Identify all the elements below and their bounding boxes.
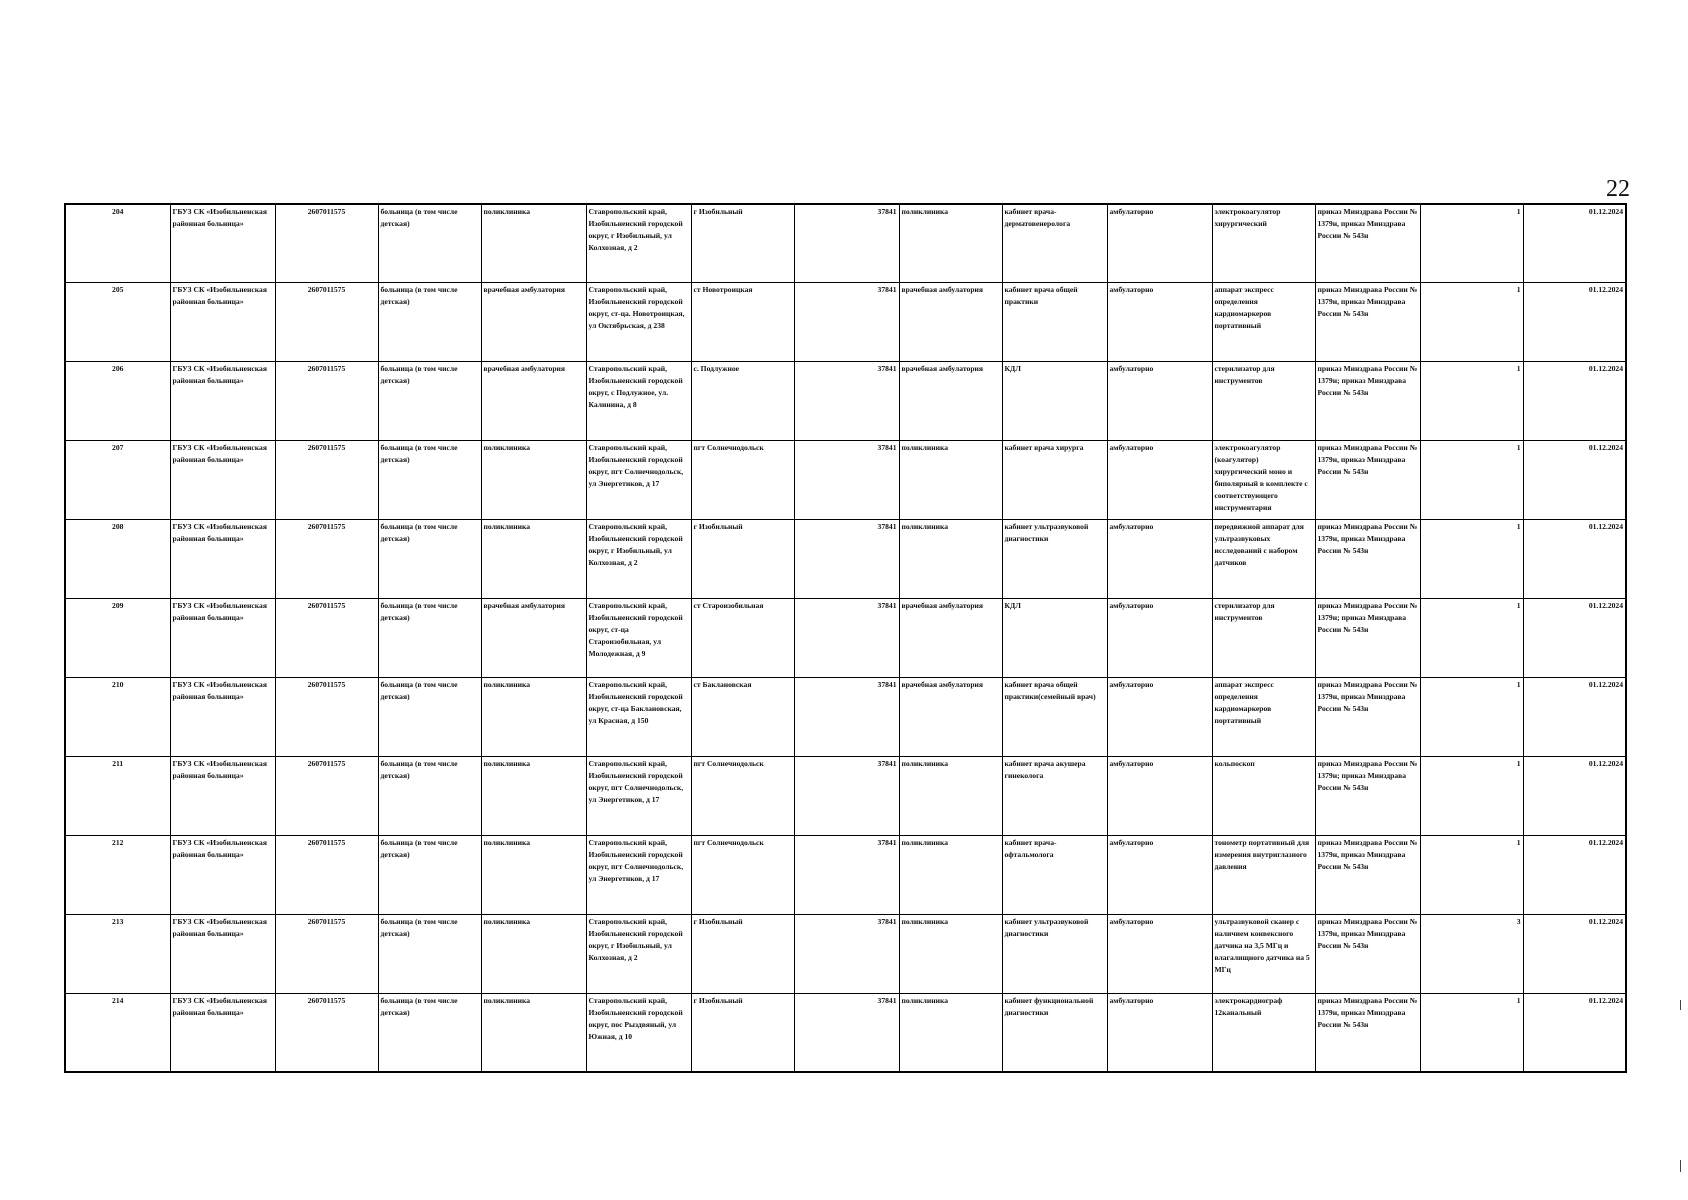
equipment-table xyxy=(64,203,1627,1073)
cell-equipment: передвижной аппарат для ультразвуковых исследований с набором датчиков xyxy=(1212,520,1315,599)
cell-type: больница (в том числе детская) xyxy=(378,914,481,993)
cell-order: приказ Минздрава России № 1379н; приказ Минздрава России № 543н xyxy=(1315,756,1420,835)
cell-code: 37841 xyxy=(794,756,899,835)
cell-equipment: электрокоагулятор (коагулятор) хирургический моно и биполярный в комплекте с соответствующего инструментария xyxy=(1212,441,1315,520)
cell-code: 37841 xyxy=(794,677,899,756)
cell-subdivision: поликлиника xyxy=(481,835,586,914)
cell-inn: 2607011575 xyxy=(275,835,378,914)
cell-num: 204 xyxy=(65,204,170,283)
cell-address: Ставропольский край, Изобильненский городской округ, г Изобильный, ул Колхозная, д 2 xyxy=(586,914,691,993)
cell-qty: 3 xyxy=(1420,914,1523,993)
cell-subdivision: поликлиника xyxy=(481,520,586,599)
cell-cabinet: КДЛ xyxy=(1002,362,1107,441)
cell-subdivision: врачебная амбулатория xyxy=(481,362,586,441)
cell-locality: ст Новотроицкая xyxy=(691,283,794,362)
cell-address: Ставропольский край, Изобильненский городской округ, г Изобильный, ул Колхозная, д 2 xyxy=(586,204,691,283)
cell-qty: 1 xyxy=(1420,677,1523,756)
margin-mark xyxy=(1680,1000,1681,1010)
cell-order: приказ Минздрава России № 1379н, приказ Минздрава России № 543н xyxy=(1315,835,1420,914)
table-row xyxy=(65,520,1626,599)
cell-locality: ст Староизобильная xyxy=(691,599,794,678)
cell-unit: врачебная амбулатория xyxy=(899,677,1002,756)
cell-code: 37841 xyxy=(794,441,899,520)
cell-code: 37841 xyxy=(794,520,899,599)
cell-locality: пгт Солнечнодольск xyxy=(691,756,794,835)
cell-subdivision: поликлиника xyxy=(481,993,586,1072)
cell-subdivision: поликлиника xyxy=(481,914,586,993)
cell-order: приказ Минздрава России № 1379н, приказ Минздрава России № 543н xyxy=(1315,441,1420,520)
cell-locality: г Изобильный xyxy=(691,520,794,599)
cell-inn: 2607011575 xyxy=(275,204,378,283)
cell-address: Ставропольский край, Изобильненский городской округ, ст-ца Баклановская, ул Красная, д 150 xyxy=(586,677,691,756)
cell-num: 210 xyxy=(65,677,170,756)
cell-locality: г Изобильный xyxy=(691,204,794,283)
cell-locality: г Изобильный xyxy=(691,993,794,1072)
cell-type: больница (в том числе детская) xyxy=(378,756,481,835)
cell-type: больница (в том числе детская) xyxy=(378,362,481,441)
cell-equipment: электрокоагулятор хирургический xyxy=(1212,204,1315,283)
cell-subdivision: поликлиника xyxy=(481,756,586,835)
cell-subdivision: врачебная амбулатория xyxy=(481,599,586,678)
cell-unit: поликлиника xyxy=(899,441,1002,520)
cell-conditions: амбулаторно xyxy=(1107,599,1212,678)
cell-type: больница (в том числе детская) xyxy=(378,520,481,599)
table-row xyxy=(65,362,1626,441)
cell-cabinet: кабинет врача хирурга xyxy=(1002,441,1107,520)
cell-num: 213 xyxy=(65,914,170,993)
cell-address: Ставропольский край, Изобильненский городской округ, пгт Солнечнодольск, ул Энергетиков, д 17 xyxy=(586,441,691,520)
cell-unit: врачебная амбулатория xyxy=(899,283,1002,362)
cell-unit: поликлиника xyxy=(899,204,1002,283)
cell-conditions: амбулаторно xyxy=(1107,441,1212,520)
cell-equipment: стерилизатор для инструментов xyxy=(1212,362,1315,441)
cell-locality: ст Баклановская xyxy=(691,677,794,756)
cell-qty: 1 xyxy=(1420,835,1523,914)
cell-unit: поликлиника xyxy=(899,993,1002,1072)
cell-order: приказ Минздрава России № 1379н; приказ Минздрава России № 543н xyxy=(1315,599,1420,678)
cell-equipment: аппарат экспресс определения кардиомаркеров портативный xyxy=(1212,677,1315,756)
margin-mark xyxy=(1680,1160,1681,1172)
cell-subdivision: поликлиника xyxy=(481,204,586,283)
cell-cabinet: кабинет ультразвуковой диагностики xyxy=(1002,914,1107,993)
cell-order: приказ Минздрава России № 1379н; приказ Минздрава России № 543н xyxy=(1315,362,1420,441)
cell-type: больница (в том числе детская) xyxy=(378,283,481,362)
cell-code: 37841 xyxy=(794,993,899,1072)
table-row xyxy=(65,441,1626,520)
table-row xyxy=(65,835,1626,914)
cell-type: больница (в том числе детская) xyxy=(378,204,481,283)
cell-unit: врачебная амбулатория xyxy=(899,599,1002,678)
page-number: 22 xyxy=(1606,176,1630,202)
cell-type: больница (в том числе детская) xyxy=(378,599,481,678)
cell-address: Ставропольский край, Изобильненский городской округ, г Изобильный, ул Колхозная, д 2 xyxy=(586,520,691,599)
cell-inn: 2607011575 xyxy=(275,362,378,441)
cell-org: ГБУЗ СК «Изобильненская районная больница» xyxy=(170,204,275,283)
cell-conditions: амбулаторно xyxy=(1107,204,1212,283)
cell-conditions: амбулаторно xyxy=(1107,835,1212,914)
cell-date: 01.12.2024 xyxy=(1523,993,1626,1072)
cell-inn: 2607011575 xyxy=(275,756,378,835)
cell-date: 01.12.2024 xyxy=(1523,677,1626,756)
cell-code: 37841 xyxy=(794,835,899,914)
cell-order: приказ Минздрава России № 1379н, приказ Минздрава России № 543н xyxy=(1315,993,1420,1072)
cell-unit: врачебная амбулатория xyxy=(899,362,1002,441)
cell-date: 01.12.2024 xyxy=(1523,756,1626,835)
cell-org: ГБУЗ СК «Изобильненская районная больница» xyxy=(170,835,275,914)
cell-date: 01.12.2024 xyxy=(1523,283,1626,362)
cell-unit: поликлиника xyxy=(899,520,1002,599)
cell-order: приказ Минздрава России № 1379н, приказ Минздрава России № 543н xyxy=(1315,204,1420,283)
cell-cabinet: кабинет врача-дерматовенеролога xyxy=(1002,204,1107,283)
cell-num: 211 xyxy=(65,756,170,835)
cell-order: приказ Минздрава России № 1379н, приказ Минздрава России № 543н xyxy=(1315,520,1420,599)
cell-order: приказ Минздрава России № 1379н, приказ Минздрава России № 543н xyxy=(1315,914,1420,993)
cell-order: приказ Минздрава России № 1379н, приказ Минздрава России № 543н xyxy=(1315,677,1420,756)
cell-inn: 2607011575 xyxy=(275,441,378,520)
cell-type: больница (в том числе детская) xyxy=(378,835,481,914)
table-body xyxy=(65,204,1626,1072)
cell-cabinet: кабинет врача общей практики(семейный врач) xyxy=(1002,677,1107,756)
cell-qty: 1 xyxy=(1420,283,1523,362)
cell-org: ГБУЗ СК «Изобильненская районная больница» xyxy=(170,283,275,362)
cell-type: больница (в том числе детская) xyxy=(378,677,481,756)
cell-order: приказ Минздрава России № 1379н, приказ Минздрава России № 543н xyxy=(1315,283,1420,362)
cell-conditions: амбулаторно xyxy=(1107,283,1212,362)
cell-inn: 2607011575 xyxy=(275,520,378,599)
cell-equipment: аппарат экспресс определения кардиомаркеров портативный xyxy=(1212,283,1315,362)
cell-conditions: амбулаторно xyxy=(1107,362,1212,441)
cell-org: ГБУЗ СК «Изобильненская районная больница» xyxy=(170,756,275,835)
cell-num: 205 xyxy=(65,283,170,362)
cell-conditions: амбулаторно xyxy=(1107,993,1212,1072)
cell-address: Ставропольский край, Изобильненский городской округ, пгт Солнечнодольск, ул Энергетиков, д 17 xyxy=(586,756,691,835)
cell-num: 214 xyxy=(65,993,170,1072)
cell-address: Ставропольский край, Изобильненский городской округ, ст-ца Староизобильная, ул Молодежная, д 9 xyxy=(586,599,691,678)
cell-qty: 1 xyxy=(1420,441,1523,520)
cell-date: 01.12.2024 xyxy=(1523,914,1626,993)
cell-inn: 2607011575 xyxy=(275,914,378,993)
cell-cabinet: кабинет врача-офтальмолога xyxy=(1002,835,1107,914)
cell-num: 212 xyxy=(65,835,170,914)
cell-equipment: тонометр портативный для измерения внутриглазного давления xyxy=(1212,835,1315,914)
cell-code: 37841 xyxy=(794,599,899,678)
cell-code: 37841 xyxy=(794,283,899,362)
cell-conditions: амбулаторно xyxy=(1107,677,1212,756)
cell-subdivision: поликлиника xyxy=(481,677,586,756)
cell-locality: г Изобильный xyxy=(691,914,794,993)
cell-unit: поликлиника xyxy=(899,835,1002,914)
cell-date: 01.12.2024 xyxy=(1523,441,1626,520)
cell-conditions: амбулаторно xyxy=(1107,914,1212,993)
cell-subdivision: врачебная амбулатория xyxy=(481,283,586,362)
cell-unit: поликлиника xyxy=(899,914,1002,993)
cell-cabinet: кабинет ультразвуковой диагностики xyxy=(1002,520,1107,599)
cell-inn: 2607011575 xyxy=(275,677,378,756)
table-row xyxy=(65,993,1626,1072)
cell-address: Ставропольский край, Изобильненский городской округ, пос Рыздвяный, ул Южная, д 10 xyxy=(586,993,691,1072)
cell-num: 206 xyxy=(65,362,170,441)
cell-org: ГБУЗ СК «Изобильненская районная больница» xyxy=(170,520,275,599)
cell-num: 209 xyxy=(65,599,170,678)
table-row xyxy=(65,204,1626,283)
cell-qty: 1 xyxy=(1420,599,1523,678)
cell-date: 01.12.2024 xyxy=(1523,599,1626,678)
cell-qty: 1 xyxy=(1420,993,1523,1072)
cell-equipment: кольпоскоп xyxy=(1212,756,1315,835)
table-row xyxy=(65,677,1626,756)
table-row xyxy=(65,914,1626,993)
cell-num: 207 xyxy=(65,441,170,520)
cell-date: 01.12.2024 xyxy=(1523,204,1626,283)
cell-num: 208 xyxy=(65,520,170,599)
cell-cabinet: кабинет врача общей практики xyxy=(1002,283,1107,362)
cell-locality: пгт Солнечнодольск xyxy=(691,835,794,914)
cell-inn: 2607011575 xyxy=(275,993,378,1072)
cell-equipment: стерилизатор для инструментов xyxy=(1212,599,1315,678)
cell-equipment: ультразвуковой сканер с наличием конвексного датчика на 3,5 МГц и влагалищного датчика на 5 МГц xyxy=(1212,914,1315,993)
cell-conditions: амбулаторно xyxy=(1107,520,1212,599)
cell-org: ГБУЗ СК «Изобильненская районная больница» xyxy=(170,441,275,520)
cell-qty: 1 xyxy=(1420,520,1523,599)
cell-cabinet: КДЛ xyxy=(1002,599,1107,678)
cell-date: 01.12.2024 xyxy=(1523,362,1626,441)
table-row xyxy=(65,756,1626,835)
cell-qty: 1 xyxy=(1420,204,1523,283)
cell-org: ГБУЗ СК «Изобильненская районная больница» xyxy=(170,599,275,678)
cell-cabinet: кабинет функциональной диагностики xyxy=(1002,993,1107,1072)
cell-unit: поликлиника xyxy=(899,756,1002,835)
cell-locality: с. Подлужное xyxy=(691,362,794,441)
cell-org: ГБУЗ СК «Изобильненская районная больница» xyxy=(170,362,275,441)
cell-code: 37841 xyxy=(794,914,899,993)
cell-address: Ставропольский край, Изобильненский городской округ, с Подлужное, ул. Калинина, д 8 xyxy=(586,362,691,441)
cell-org: ГБУЗ СК «Изобильненская районная больница» xyxy=(170,914,275,993)
table-row xyxy=(65,283,1626,362)
cell-inn: 2607011575 xyxy=(275,599,378,678)
cell-org: ГБУЗ СК «Изобильненская районная больница» xyxy=(170,677,275,756)
cell-subdivision: поликлиника xyxy=(481,441,586,520)
cell-address: Ставропольский край, Изобильненский городской округ, пгт Солнечнодольск, ул Энергетиков, д 17 xyxy=(586,835,691,914)
cell-org: ГБУЗ СК «Изобильненская районная больница» xyxy=(170,993,275,1072)
cell-locality: пгт Солнечнодольск xyxy=(691,441,794,520)
cell-qty: 1 xyxy=(1420,756,1523,835)
cell-address: Ставропольский край, Изобильненский городской округ, ст-ца. Новотроицкая, ул Октябрьская, д 238 xyxy=(586,283,691,362)
cell-code: 37841 xyxy=(794,204,899,283)
cell-cabinet: кабинет врача акушера гинеколога xyxy=(1002,756,1107,835)
table-row xyxy=(65,599,1626,678)
cell-equipment: электрокардиограф 12канальный xyxy=(1212,993,1315,1072)
cell-inn: 2607011575 xyxy=(275,283,378,362)
cell-type: больница (в том числе детская) xyxy=(378,993,481,1072)
cell-code: 37841 xyxy=(794,362,899,441)
cell-date: 01.12.2024 xyxy=(1523,520,1626,599)
cell-type: больница (в том числе детская) xyxy=(378,441,481,520)
cell-date: 01.12.2024 xyxy=(1523,835,1626,914)
cell-conditions: амбулаторно xyxy=(1107,756,1212,835)
cell-qty: 1 xyxy=(1420,362,1523,441)
